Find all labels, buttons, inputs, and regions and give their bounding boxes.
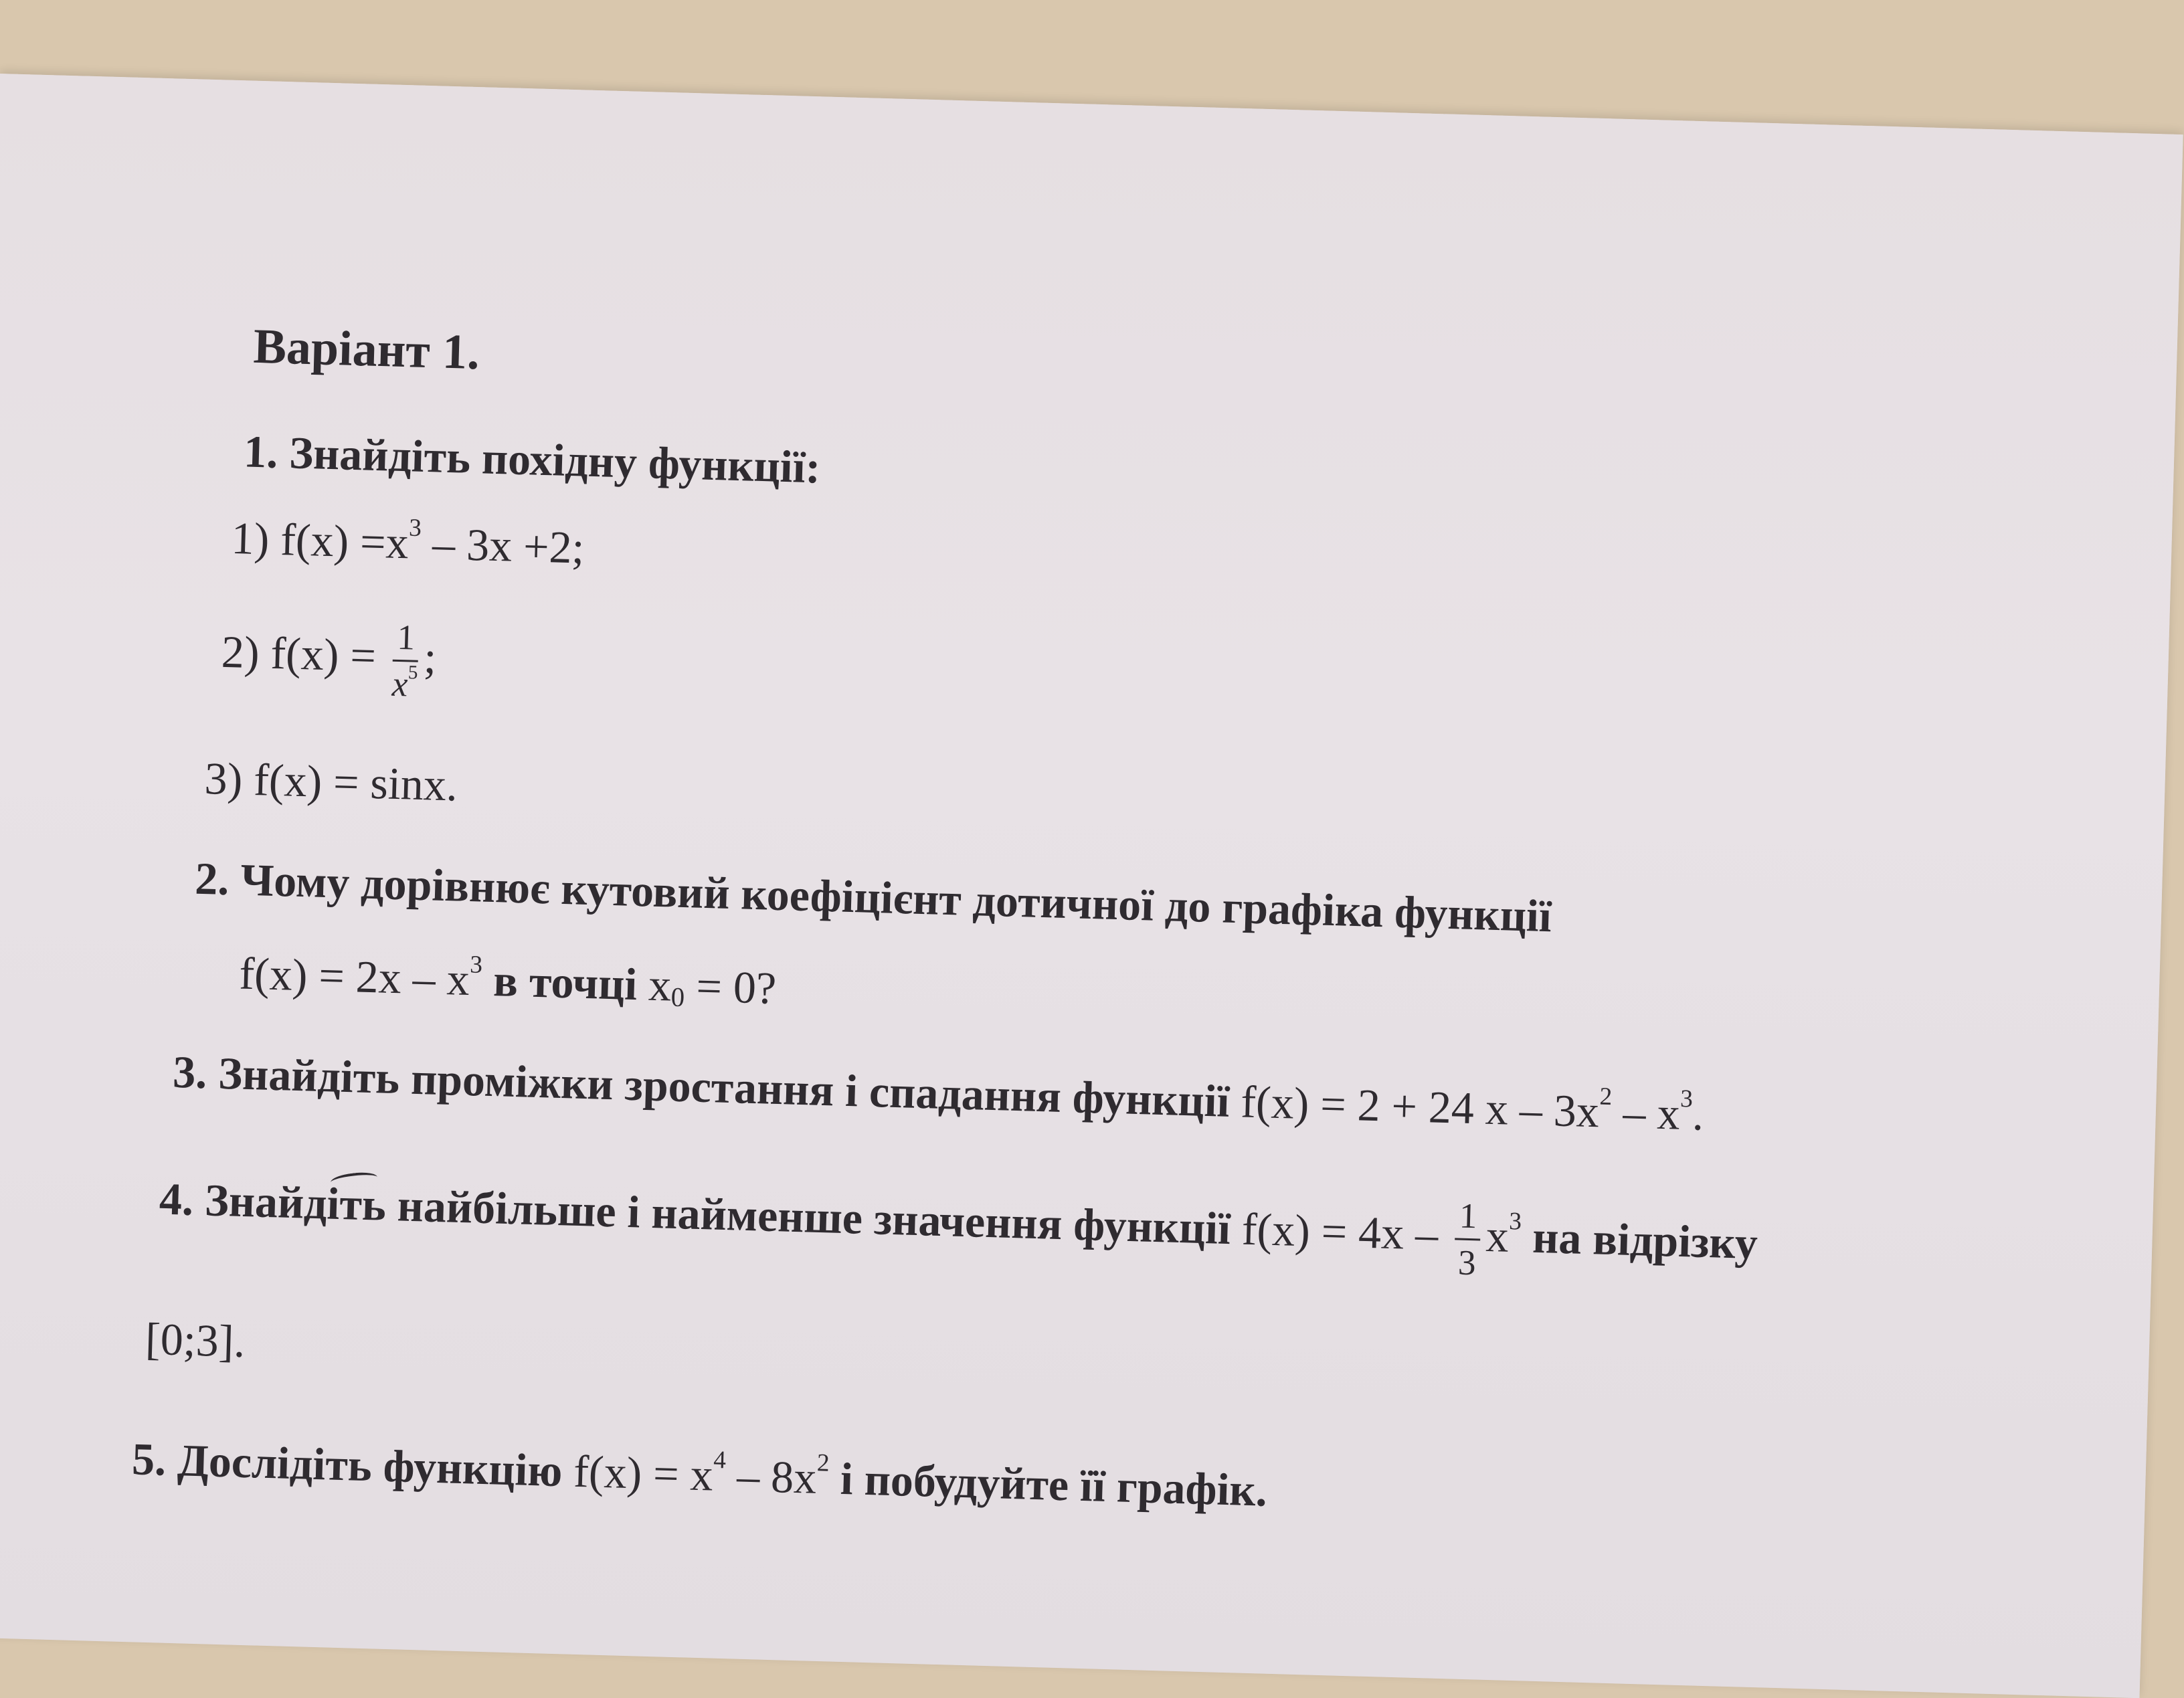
variant-title: Варіант 1. bbox=[252, 318, 480, 381]
function-part-1: f(x) = x bbox=[573, 1445, 714, 1501]
question-4-interval: [0;3]. bbox=[145, 1313, 246, 1367]
fraction-numerator: 1 bbox=[1455, 1198, 1481, 1240]
function-name: f(x) bbox=[270, 627, 340, 680]
question-5-tail: і побудуйте її графік. bbox=[839, 1452, 1268, 1516]
function-name: f(x) bbox=[280, 513, 350, 567]
function-part-1: f(x) = 2 + 24 x – 3x bbox=[1240, 1076, 1600, 1137]
function-name: f(x) bbox=[253, 754, 323, 807]
semicolon: ; bbox=[423, 632, 438, 683]
point-variable: x bbox=[648, 959, 672, 1011]
question-1-item-1 bbox=[230, 512, 585, 573]
question-2-formula bbox=[238, 947, 778, 1014]
fraction-denominator: 3 bbox=[1457, 1243, 1477, 1283]
exponent-1: 2 bbox=[1599, 1082, 1613, 1111]
fraction bbox=[391, 620, 420, 703]
question-4 bbox=[158, 1162, 1758, 1289]
on-segment-text: на відрізку bbox=[1532, 1211, 1758, 1269]
item-number: 2) bbox=[220, 626, 260, 678]
period: . bbox=[1692, 1089, 1705, 1140]
in-point-text: в точці bbox=[492, 955, 638, 1010]
function-expression: f(x) = 2x – x bbox=[238, 947, 470, 1006]
fraction bbox=[1453, 1198, 1481, 1281]
equals-sign: = bbox=[349, 630, 377, 682]
exponent: 3 bbox=[1508, 1208, 1522, 1236]
question-2-heading: 2. Чому дорівнює кутовий коефіцієнт дотичної до графіка функції bbox=[194, 852, 1552, 942]
exponent: 3 bbox=[469, 951, 483, 979]
variable: x bbox=[385, 516, 410, 569]
expression-rest: – 3x +2; bbox=[432, 518, 585, 573]
question-5 bbox=[131, 1433, 1268, 1516]
question-5-text: 5. Дослідіть функцію bbox=[131, 1433, 563, 1497]
function-part-2: – x bbox=[1622, 1087, 1681, 1139]
item-number: 3) bbox=[203, 752, 244, 805]
question-3-text: 3. Знайдіть проміжки зростання і спадання функції bbox=[172, 1046, 1231, 1127]
question-1-heading: 1. Знайдіть похідну функції: bbox=[243, 426, 822, 493]
expression: sinx. bbox=[369, 757, 458, 811]
question-1-item-2 bbox=[220, 616, 438, 704]
function-part-2: – 8x bbox=[736, 1450, 818, 1503]
variable: x bbox=[1485, 1210, 1510, 1262]
question-4-text: 4. Знайдіть найбільше і найменше значення функції bbox=[159, 1173, 1232, 1254]
equals-sign: = bbox=[359, 516, 387, 568]
exponent-2: 2 bbox=[816, 1449, 830, 1477]
fraction-denominator bbox=[391, 662, 418, 703]
function-part-1: f(x) = 4x – bbox=[1241, 1203, 1439, 1260]
point-value: = 0? bbox=[695, 960, 778, 1014]
exponent-1: 4 bbox=[713, 1446, 727, 1475]
denominator-exponent: 5 bbox=[407, 662, 418, 684]
paper-sheet bbox=[0, 74, 2183, 1698]
question-1-item-3 bbox=[203, 752, 458, 811]
equals-sign: = bbox=[333, 756, 360, 808]
question-3 bbox=[172, 1046, 1705, 1140]
point-subscript: 0 bbox=[670, 981, 685, 1013]
item-number: 1) bbox=[230, 512, 270, 565]
fraction-numerator: 1 bbox=[393, 620, 420, 662]
exponent-2: 3 bbox=[1679, 1085, 1694, 1113]
denominator-variable: x bbox=[391, 664, 409, 704]
exponent: 3 bbox=[408, 514, 422, 543]
